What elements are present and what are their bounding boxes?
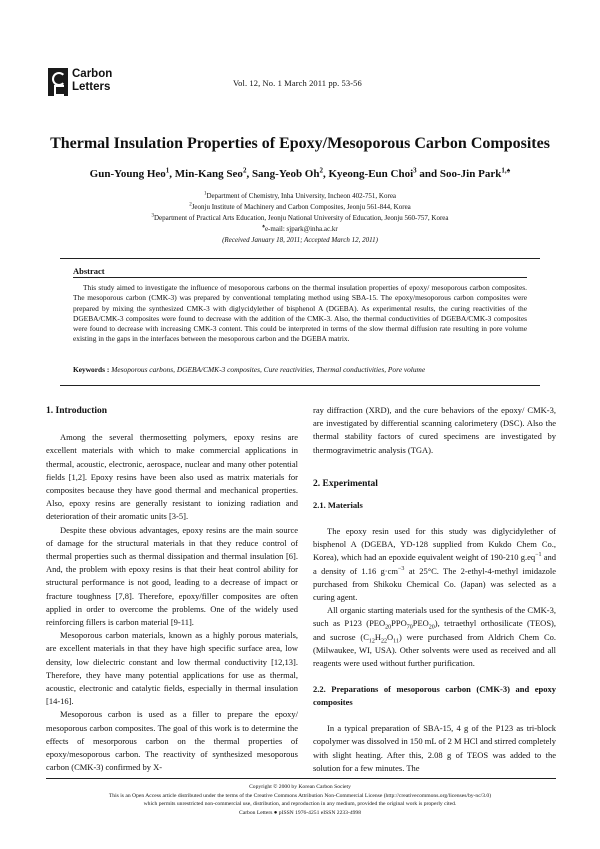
author-name: Sang-Yeob Oh bbox=[251, 168, 320, 180]
abstract-bottom-rule bbox=[60, 385, 540, 386]
right-column bbox=[313, 404, 556, 775]
paragraph: Among the several thermosetting polymers, epoxy resins are excellent materials with which to make commercial applications in thermal, acoustic, electronic, aerospace, nuclear and many other potential fields [1,2]. Epoxy resins have been also used as matrix materials for composites because they have good thermal and mechanical properties. Also, epoxy resins are generally resistant to ionizing radiation and deterioration of their aromatic units [3-5]. bbox=[46, 432, 298, 522]
logo-text bbox=[72, 68, 112, 94]
affil-text: Department of Practical Arts Education, Jeonju National University of Education, Jeonju 560-757, Korea bbox=[153, 214, 449, 222]
paragraph: Mesoporous carbon is used as a filler to prepare the epoxy/ mesoporous carbon composites. The goal of this work is to determine the effects of mesorporous carbon on the thermal properties of epoxy/mesoporous carbon. The reactivity of synthesized mesoporous carbon (CMK-3) confirmed by X- bbox=[46, 709, 298, 773]
received-dates: (Received January 18, 2011; Accepted March 12, 2011) bbox=[222, 236, 378, 244]
logo-line-2: Letters bbox=[72, 81, 111, 93]
section-heading-introduction: 1. Introduction bbox=[46, 406, 108, 416]
logo-line-1: Carbon bbox=[72, 68, 113, 80]
author-name: Gun-Young Heo bbox=[89, 168, 166, 180]
copyright: Copyright © 2000 by Korean Carbon Society bbox=[249, 784, 351, 790]
author-name: Min-Kang Seo bbox=[174, 168, 243, 180]
subsection-heading-preparations: 2.2. Preparations of mesoporous carbon (CMK-3) and epoxy composites bbox=[313, 684, 556, 708]
affiliation-line bbox=[0, 224, 600, 235]
paragraph: ray diffraction (XRD), and the cure behaviors of the epoxy/ CMK-3, are investigated by differential scanning calorimetery (DSC). Also the thermal stability factors of cured specimens are investigated by thermogravimetric analysis (TGA). bbox=[313, 405, 556, 455]
subsection-heading-materials: 2.1. Materials bbox=[313, 500, 363, 511]
affil-mark: 2 bbox=[189, 202, 192, 208]
affil-mark: 3 bbox=[151, 213, 154, 219]
paper-title: Thermal Insulation Properties of Epoxy/Mesoporous Carbon Composites bbox=[50, 135, 550, 152]
paragraph: Mesoporous carbon materials, known as a highly porous materials, are excellent materials in that they have high specific surface area, low density, low dielectric constant and low thermal conductivity [12,13]. Therefore, they have many potential applications for use as thermal, acoustic, electronic and catalytic fields, especially in thermal insulation [14-16]. bbox=[46, 630, 298, 707]
affil-text: Department of Chemistry, Inha University, Incheon 402-751, Korea bbox=[206, 192, 397, 200]
abstract-text: This study aimed to investigate the influence of mesoporous carbons on the thermal insulation properties of epoxy/ mesoporous carbon composites. The mesoporous carbon (CMK-3) was prepared by conventional templating method using SBA-15. The epoxy/mesoporous carbon composites were prepared by mixing the synthesized CMK-3 with diglycidylether of bisphenol A (DGEBA). As experimental results, the curing reactivities of the DGEBA/CMK-3 composites were found to decrease with the addition of the CMK-3. Also, the thermal conductivities of DGEBA/CMK-3 composites were found to decrease with increasing CMK-3 content. This could be interpreted in terms of the slow thermal diffusion rate resulting in pore volume existing in the gaps in the interfaces between the mesoporous carbon and the DGEBA matrix. bbox=[73, 283, 527, 344]
license-line: which permits unrestricted non-commercial use, distribution, and reproduction in any medium, provided the original work is properly cited. bbox=[143, 801, 457, 807]
paragraph: In a typical preparation of SBA-15, 4 g of the P123 as tri-block copolymer was dissolved in 150 mL of 2 M HCl and stirred completely with slight heating. After this, 2.08 g of TEOS was added to the solution for a few minutes. The bbox=[313, 723, 556, 773]
affiliation-line bbox=[0, 191, 600, 202]
keywords bbox=[73, 365, 527, 374]
paragraph: The epoxy resin used for this study was diglycidylether of bisphenol A (DGEBA, YD-128 supplied from Kukdo Chem Co., Korea), which had an epoxide equivalent weight of 190-210 $g.eq^{-1}$ and a density of 1.16 $g\cdot cm^{-3}$ at 25°C. The 2-ethyl-4-methyl imidazole purchased from Shikoku Chemical Co. (Japan) was selected as a curing agent. bbox=[313, 526, 557, 603]
keywords-label: Keywords : bbox=[73, 365, 110, 374]
author-name: Soo-Jin Park bbox=[439, 168, 502, 180]
footer-rule bbox=[46, 778, 556, 779]
author-affil-mark: 1,♠ bbox=[501, 166, 511, 175]
journal-logo bbox=[48, 68, 128, 102]
abstract-heading: Abstract bbox=[73, 266, 105, 276]
affil-mark: ♠ bbox=[262, 224, 265, 230]
section-heading-experimental: 2. Experimental bbox=[313, 478, 378, 489]
affiliation-line bbox=[0, 202, 600, 213]
abstract-top-rule bbox=[60, 258, 540, 259]
author-separator: , bbox=[169, 168, 175, 180]
carbon-letters-logo-icon bbox=[48, 68, 68, 96]
affiliations bbox=[0, 191, 600, 246]
author-affil-mark: 3 bbox=[413, 166, 417, 175]
license-line: This is an Open Access article distributed under the terms of the Creative Commons Attribution Non-Commercial License (http://creativecommons.org/licenses/by-nc/3.0) bbox=[108, 792, 492, 799]
author-separator: and bbox=[416, 168, 440, 180]
abstract-heading-rule bbox=[73, 277, 527, 278]
author-affil-mark: 2 bbox=[319, 166, 323, 175]
affil-text: Jeonju Institute of Machinery and Carbon Composites, Jeonju 561-844, Korea bbox=[191, 203, 411, 211]
affil-mark: 1 bbox=[203, 191, 207, 197]
author-separator: , bbox=[322, 168, 329, 180]
left-column bbox=[46, 406, 298, 774]
author-list bbox=[0, 168, 600, 180]
email-text: e-mail: sjpark@inha.ac.kr bbox=[264, 225, 338, 233]
author-affil-mark: 2 bbox=[242, 166, 247, 175]
keywords-list: Mesoporous carbons, DGEBA/CMK-3 composites, Cure reactivities, Thermal conductivities, Pore volume bbox=[109, 365, 426, 374]
bullet-icon: ● bbox=[273, 809, 278, 816]
issn-line: Carbon Letters ● pISSN 1976-4251 eISSN 2233-4998 bbox=[238, 809, 362, 816]
footer bbox=[0, 783, 600, 817]
author-affil-mark: 1 bbox=[165, 166, 170, 175]
affiliation-line bbox=[0, 213, 600, 224]
author-name: Kyeong-Eun Choi bbox=[328, 168, 414, 180]
paragraph: All organic starting materials used for the synthesis of the CMK-3, such as P123 $(PEO_{20}PPO_{70}PEO_{20})$, tetraethyl orthosilicate (TEOS), and sucrose $(C_{12}H_{22}O_{11})$ were purchased from Aldrich Chem Co. (Milwaukee, WI, USA). Other solvents were used as received and all reagents were used without further purification. bbox=[313, 605, 556, 669]
paragraph: Despite these obvious advantages, epoxy resins are the main source of damage for the structural materials in that they reduce control of thermal properties such as thermal dissipation and thermal insulation [6]. And, the problem with epoxy resins is that their heat control ability for structural performance is not good, leading to a decrease of impact or fracture toughness [7,8]. Therefore, epoxy/filler composites are often applied in order to overcome the problems. One of the widely used reinforcing fillers is carbon material [9-11]. bbox=[46, 524, 298, 628]
author-separator: , bbox=[246, 168, 252, 180]
volume-line: Vol. 12, No. 1 March 2011 pp. 53-56 bbox=[233, 78, 362, 88]
